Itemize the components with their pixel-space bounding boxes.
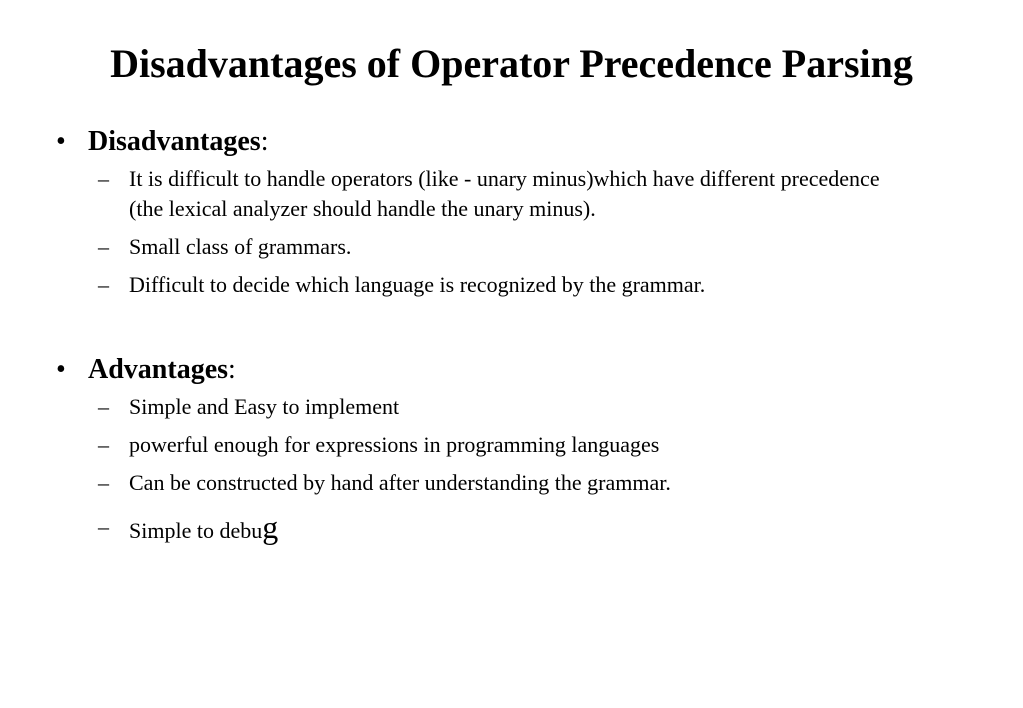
disadvantages-heading: Disadvantages bbox=[88, 126, 261, 157]
dash-icon: – bbox=[98, 234, 109, 259]
list-item-text: Simple and Easy to implement bbox=[129, 394, 400, 419]
list-item-text: powerful enough for expressions in programming languages bbox=[129, 432, 660, 457]
disadvantages-section bbox=[56, 124, 956, 300]
heading-colon: : bbox=[228, 354, 236, 385]
list-item-text: It is difficult to handle operators (like - unary minus)which have different precedence (the lexical analyzer should handle the unary minus). bbox=[129, 166, 880, 221]
list-item bbox=[56, 468, 909, 498]
disadvantages-list bbox=[56, 164, 956, 300]
dash-icon: – bbox=[98, 470, 109, 495]
advantages-heading: Advantages bbox=[88, 354, 229, 385]
list-item-text: Difficult to decide which language is recognized by the grammar. bbox=[129, 272, 706, 297]
list-item-text: Small class of grammars. bbox=[129, 234, 352, 259]
heading-colon: : bbox=[260, 126, 269, 157]
dash-icon: – bbox=[98, 166, 109, 191]
list-item bbox=[56, 509, 909, 546]
advantages-list bbox=[56, 392, 956, 546]
advantages-heading-row bbox=[56, 352, 956, 388]
list-item bbox=[56, 430, 909, 460]
list-item-text: Can be constructed by hand after understanding the grammar. bbox=[129, 470, 671, 495]
list-item bbox=[56, 164, 909, 224]
disadvantages-heading-row bbox=[56, 124, 956, 160]
list-item bbox=[56, 270, 909, 300]
advantages-section bbox=[56, 352, 956, 546]
list-item bbox=[56, 232, 909, 262]
bullet-icon: • bbox=[56, 126, 66, 157]
slide-title: Disadvantages of Operator Precedence Parsing bbox=[110, 41, 913, 86]
bullet-icon: • bbox=[56, 354, 66, 385]
list-item-text: Simple to debu bbox=[129, 518, 263, 543]
list-item-text-enlarged-g: g bbox=[262, 509, 279, 545]
dash-icon: – bbox=[98, 394, 109, 419]
dash-icon: – bbox=[98, 272, 109, 297]
dash-icon: – bbox=[98, 432, 109, 457]
list-item bbox=[56, 392, 909, 422]
dash-icon: – bbox=[98, 514, 109, 539]
